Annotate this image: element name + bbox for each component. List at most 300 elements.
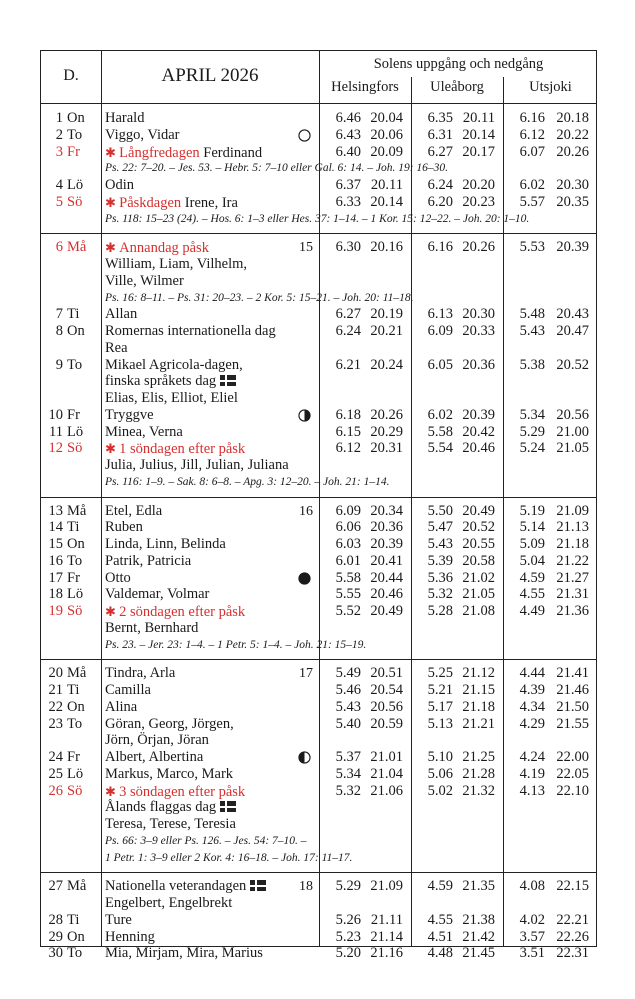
week-number: 18 <box>299 879 313 895</box>
sunrise-helsingfors: 6.30 <box>335 239 361 256</box>
holiday-name: Påskdagen <box>119 194 182 211</box>
scripture-reading <box>41 160 598 177</box>
day-number: 15 <box>48 536 63 552</box>
names: finska språkets dag <box>105 373 217 390</box>
sunset-uleaborg: 20.52 <box>462 519 495 536</box>
sunset-utsjoki: 21.50 <box>556 698 589 715</box>
sunset-helsingfors: 20.44 <box>370 569 403 586</box>
sunrise-uleaborg: 5.28 <box>427 603 453 619</box>
day-number: 6 <box>55 239 63 256</box>
sunset-helsingfors: 20.39 <box>370 536 403 552</box>
sunset-uleaborg: 21.12 <box>462 665 495 682</box>
sunset-utsjoki: 20.35 <box>556 193 589 210</box>
sunrise-utsjoki: 5.34 <box>519 406 545 423</box>
sunset-uleaborg: 21.42 <box>462 928 495 945</box>
sunrise-uleaborg: 6.24 <box>427 177 453 193</box>
sunrise-utsjoki: 5.43 <box>519 323 545 339</box>
weekday: Lö <box>67 423 84 440</box>
sunset-helsingfors: 20.34 <box>370 502 403 519</box>
names: Harald <box>105 110 145 126</box>
sunset-utsjoki: 20.47 <box>556 323 589 339</box>
sunset-helsingfors: 20.04 <box>370 110 403 126</box>
sunset-utsjoki: 20.43 <box>556 306 589 323</box>
day-column-header: D. <box>63 67 79 84</box>
names: Albert, Albertina <box>105 749 204 765</box>
sunset-uleaborg: 20.30 <box>462 306 495 323</box>
sunrise-helsingfors: 6.46 <box>335 110 361 126</box>
sunrise-uleaborg: 5.43 <box>427 536 453 552</box>
weekday: Må <box>67 239 87 256</box>
day-row-continuation <box>41 457 598 474</box>
continuation-text <box>105 816 236 833</box>
name-day-text <box>105 665 175 682</box>
place-helsingfors: Helsingfors <box>331 79 399 95</box>
sunset-helsingfors: 20.46 <box>370 586 403 603</box>
scripture-text: Ps. 66: 3–9 eller Ps. 126. – Jes. 54: 7–10. – <box>105 834 307 847</box>
day-number: 30 <box>48 945 63 962</box>
sunrise-helsingfors: 5.23 <box>335 928 361 945</box>
sunrise-helsingfors: 5.29 <box>335 878 361 895</box>
sunrise-utsjoki: 5.29 <box>519 423 545 440</box>
name-day-text <box>105 144 262 162</box>
day-row-continuation <box>41 620 598 637</box>
names: Engelbert, Engelbrekt <box>105 895 233 911</box>
sunrise-uleaborg: 6.02 <box>427 406 453 423</box>
name-day-text <box>105 749 203 766</box>
flag-icon <box>220 801 236 812</box>
names: Ville, Wilmer <box>105 272 184 289</box>
weekday: To <box>67 552 83 569</box>
sunrise-utsjoki: 4.13 <box>519 782 545 799</box>
name-day-text <box>105 127 180 144</box>
sunrise-uleaborg: 5.50 <box>427 502 453 519</box>
names: William, Liam, Vilhelm, <box>105 256 248 272</box>
week-divider <box>41 233 596 234</box>
names: Mikael Agricola-dagen, <box>105 356 243 373</box>
day-number: 26 <box>48 782 63 799</box>
sunset-helsingfors: 20.56 <box>370 698 403 715</box>
weekday: Ti <box>67 519 80 536</box>
day-row <box>41 239 598 256</box>
sunrise-utsjoki: 4.49 <box>519 603 545 619</box>
sunrise-utsjoki: 6.02 <box>519 177 545 193</box>
sunrise-utsjoki: 4.59 <box>519 569 545 586</box>
names: Markus, Marco, Mark <box>105 765 234 782</box>
scripture-text: Ps. 116: 1–9. – Sak. 8: 6–8. – Apg. 3: 12–20. – Joh. 21: 1–14. <box>105 475 390 488</box>
sunset-helsingfors: 20.06 <box>370 126 403 143</box>
sunrise-helsingfors: 6.33 <box>335 193 361 210</box>
names: Jörn, Örjan, Jöran <box>105 732 209 749</box>
sunrise-uleaborg: 5.32 <box>427 586 453 603</box>
weekday: Fr <box>67 749 80 765</box>
continuation-text <box>105 732 209 749</box>
sunrise-helsingfors: 5.55 <box>335 586 361 603</box>
day-number: 10 <box>48 406 63 423</box>
scripture-reading <box>41 833 598 850</box>
sunrise-helsingfors: 6.24 <box>335 323 361 339</box>
holiday-star-icon: ✱ <box>105 240 120 256</box>
day-number: 17 <box>48 569 63 586</box>
week-number: 17 <box>299 666 313 682</box>
sunrise-helsingfors: 5.37 <box>335 749 361 765</box>
sunset-uleaborg: 20.11 <box>462 110 495 126</box>
sunset-uleaborg: 20.39 <box>462 406 495 423</box>
day-row <box>41 603 598 620</box>
weekday: To <box>67 126 83 143</box>
names: Irene, Ira <box>184 194 238 211</box>
sunset-uleaborg: 21.15 <box>462 682 495 698</box>
names: Romernas internationella dag <box>105 323 276 339</box>
sunrise-uleaborg: 6.09 <box>427 323 453 339</box>
names: Allan <box>105 306 138 323</box>
sunset-helsingfors: 20.59 <box>370 715 403 732</box>
sunrise-uleaborg: 6.27 <box>427 143 453 160</box>
names: Mia, Mirjam, Mira, Marius <box>105 945 263 962</box>
day-number: 9 <box>55 356 63 373</box>
sunrise-uleaborg: 5.25 <box>427 665 453 682</box>
names: Nationella veterandagen <box>105 878 247 895</box>
sunset-utsjoki: 21.05 <box>556 440 589 457</box>
sunrise-utsjoki: 5.57 <box>519 193 545 210</box>
sunset-utsjoki: 22.21 <box>556 911 589 928</box>
weekday: Fr <box>67 406 80 423</box>
day-row <box>41 570 598 587</box>
holiday-name: 3 söndagen efter påsk <box>119 783 246 800</box>
sunset-uleaborg: 20.17 <box>462 143 495 160</box>
sunset-helsingfors: 20.31 <box>370 440 403 457</box>
sunset-utsjoki: 20.30 <box>556 177 589 193</box>
day-row <box>41 407 598 424</box>
sunrise-helsingfors: 5.20 <box>335 945 361 962</box>
sunrise-utsjoki: 4.55 <box>519 586 545 603</box>
sunset-uleaborg: 20.58 <box>462 552 495 569</box>
sunset-utsjoki: 20.22 <box>556 126 589 143</box>
holiday-star-icon: ✱ <box>105 783 120 799</box>
name-day-text <box>105 110 144 127</box>
holiday-star-icon: ✱ <box>105 194 120 210</box>
name-day-text <box>105 177 134 194</box>
names: Teresa, Terese, Teresia <box>105 816 236 832</box>
sunset-uleaborg: 21.18 <box>462 698 495 715</box>
flag-icon <box>220 375 236 386</box>
day-row-continuation <box>41 373 598 390</box>
day-number: 24 <box>48 749 63 765</box>
day-row <box>41 424 598 441</box>
holiday-name: 1 söndagen efter påsk <box>119 441 246 458</box>
weekday: Sö <box>67 603 83 619</box>
name-day-text <box>105 357 243 374</box>
sunset-utsjoki: 21.36 <box>556 603 589 619</box>
sunrise-uleaborg: 5.54 <box>427 440 453 457</box>
flag-icon <box>250 880 266 891</box>
name-day-text <box>105 440 245 458</box>
sunrise-uleaborg: 6.16 <box>427 239 453 256</box>
name-day-text <box>105 699 137 716</box>
sunrise-helsingfors: 6.01 <box>335 552 361 569</box>
scripture-reading <box>41 637 598 654</box>
header-rule <box>41 103 596 104</box>
sunset-utsjoki: 21.18 <box>556 536 589 552</box>
sunrise-utsjoki: 4.29 <box>519 715 545 732</box>
week-number: 15 <box>299 240 313 256</box>
sunset-uleaborg: 20.36 <box>462 356 495 373</box>
day-row <box>41 144 598 161</box>
day-number: 3 <box>55 143 63 160</box>
sunset-uleaborg: 20.23 <box>462 193 495 210</box>
names: Linda, Linn, Belinda <box>105 536 226 552</box>
scripture-text: Ps. 23. – Jer. 23: 1–4. – 1 Petr. 5: 1–4. – Joh. 21: 15–19. <box>105 638 367 651</box>
day-row <box>41 783 598 800</box>
weekday: Ti <box>67 306 80 323</box>
sunrise-uleaborg: 5.13 <box>427 715 453 732</box>
sunrise-utsjoki: 5.38 <box>519 356 545 373</box>
week-divider <box>41 497 596 498</box>
place-utsjoki: Utsjoki <box>529 79 572 95</box>
sunrise-helsingfors: 5.26 <box>335 911 361 928</box>
scripture-reading <box>41 850 598 867</box>
name-day-text <box>105 519 143 536</box>
sunrise-helsingfors: 5.32 <box>335 782 361 799</box>
weekday: Må <box>67 502 87 519</box>
sunset-utsjoki: 21.46 <box>556 682 589 698</box>
day-number: 14 <box>48 519 63 536</box>
sunrise-helsingfors: 6.03 <box>335 536 361 552</box>
continuation-text <box>105 390 238 407</box>
names: Ferdinand <box>203 144 263 161</box>
weekday: Sö <box>67 782 83 799</box>
sunrise-utsjoki: 3.57 <box>519 928 545 945</box>
sunset-utsjoki: 21.13 <box>556 519 589 536</box>
names: Camilla <box>105 682 151 698</box>
sunrise-helsingfors: 6.06 <box>335 519 361 536</box>
sunrise-utsjoki: 4.34 <box>519 698 545 715</box>
sunset-utsjoki: 21.41 <box>556 665 589 682</box>
sunrise-utsjoki: 4.44 <box>519 665 545 682</box>
day-number: 4 <box>55 177 63 193</box>
sunset-helsingfors: 20.29 <box>370 423 403 440</box>
sunset-helsingfors: 20.51 <box>370 665 403 682</box>
weekday: Ti <box>67 911 80 928</box>
sunset-helsingfors: 20.24 <box>370 356 403 373</box>
weekday: Sö <box>67 440 83 457</box>
sunset-helsingfors: 20.16 <box>370 239 403 256</box>
sunset-uleaborg: 20.26 <box>462 239 495 256</box>
holiday-star-icon: ✱ <box>105 144 120 160</box>
continuation-text <box>105 620 198 637</box>
sunrise-uleaborg: 5.02 <box>427 782 453 799</box>
sunset-helsingfors: 20.54 <box>370 682 403 698</box>
day-row <box>41 699 598 716</box>
day-number: 21 <box>48 682 63 698</box>
sunrise-uleaborg: 5.39 <box>427 552 453 569</box>
sunrise-helsingfors: 5.52 <box>335 603 361 619</box>
weekday: Ti <box>67 682 80 698</box>
sunrise-utsjoki: 6.12 <box>519 126 545 143</box>
sunset-uleaborg: 20.46 <box>462 440 495 457</box>
sunset-uleaborg: 21.21 <box>462 715 495 732</box>
day-row <box>41 682 598 699</box>
weekday: To <box>67 356 83 373</box>
day-row <box>41 665 598 682</box>
sunset-uleaborg: 21.08 <box>462 603 495 619</box>
sunrise-uleaborg: 4.55 <box>427 911 453 928</box>
day-row <box>41 323 598 340</box>
sunset-helsingfors: 20.19 <box>370 306 403 323</box>
holiday-name: Långfredagen <box>119 144 200 161</box>
day-number: 25 <box>48 765 63 782</box>
scripture-text: 1 Petr. 1: 3–9 eller 2 Kor. 4: 16–18. – Joh. 17: 11–17. <box>105 851 353 864</box>
day-number: 13 <box>48 502 63 519</box>
day-row <box>41 929 598 946</box>
weekday: Må <box>67 665 87 682</box>
month-title: APRIL 2026 <box>161 65 259 86</box>
sunrise-utsjoki: 6.16 <box>519 110 545 126</box>
day-number: 16 <box>48 552 63 569</box>
weekday: Fr <box>67 143 80 160</box>
day-row <box>41 536 598 553</box>
name-day-text <box>105 424 183 441</box>
sunrise-utsjoki: 5.19 <box>519 502 545 519</box>
name-day-text <box>105 766 233 783</box>
day-number: 20 <box>48 665 63 682</box>
names: Ruben <box>105 519 143 536</box>
weekday: On <box>67 928 85 945</box>
sunrise-helsingfors: 6.18 <box>335 406 361 423</box>
name-day-text <box>105 194 238 212</box>
sunrise-utsjoki: 4.19 <box>519 765 545 782</box>
name-day-text <box>105 878 266 895</box>
sunset-utsjoki: 21.31 <box>556 586 589 603</box>
sunrise-utsjoki: 4.39 <box>519 682 545 698</box>
scripture-reading <box>41 211 598 228</box>
sun-times-title: Solens uppgång och nedgång <box>373 56 544 72</box>
day-number: 8 <box>55 323 63 339</box>
sunrise-helsingfors: 5.46 <box>335 682 361 698</box>
day-row-continuation <box>41 273 598 290</box>
sunrise-uleaborg: 5.21 <box>427 682 453 698</box>
scripture-text: Ps. 118: 15–23 (24). – Hos. 6: 1–3 eller Hes. 37: 1–14. – 1 Kor. 15: 12–22. – Joh. 20: 1–10. <box>105 212 530 225</box>
day-row-continuation <box>41 895 598 912</box>
day-row <box>41 553 598 570</box>
sunrise-utsjoki: 5.04 <box>519 552 545 569</box>
day-row-continuation <box>41 816 598 833</box>
scripture-reading <box>41 474 598 491</box>
day-row <box>41 194 598 211</box>
day-row <box>41 127 598 144</box>
sunset-helsingfors: 21.04 <box>370 765 403 782</box>
names: Elias, Elis, Elliot, Eliel <box>105 390 238 406</box>
weekday: Sö <box>67 193 83 210</box>
holiday-name: 2 söndagen efter påsk <box>119 604 246 620</box>
name-day-text <box>105 239 209 257</box>
continuation-text <box>105 799 236 816</box>
sunrise-helsingfors: 6.21 <box>335 356 361 373</box>
weekday: Fr <box>67 569 80 586</box>
day-row <box>41 177 598 194</box>
weekday: To <box>67 715 83 732</box>
sunset-uleaborg: 21.45 <box>462 945 495 962</box>
day-number: 1 <box>55 110 63 126</box>
names: Henning <box>105 928 155 945</box>
sunrise-uleaborg: 5.17 <box>427 698 453 715</box>
sunrise-helsingfors: 5.49 <box>335 665 361 682</box>
sunset-utsjoki: 21.27 <box>556 569 589 586</box>
names: Patrik, Patricia <box>105 552 192 569</box>
sunset-uleaborg: 20.42 <box>462 423 495 440</box>
sunrise-uleaborg: 4.51 <box>427 928 453 945</box>
day-row <box>41 912 598 929</box>
day-row-continuation <box>41 799 598 816</box>
sunrise-helsingfors: 5.34 <box>335 765 361 782</box>
week-divider <box>41 872 596 873</box>
holiday-name: Annandag påsk <box>119 240 209 257</box>
sunrise-uleaborg: 6.13 <box>427 306 453 323</box>
holiday-star-icon: ✱ <box>105 441 120 457</box>
continuation-text <box>105 256 247 273</box>
name-day-text <box>105 912 132 929</box>
day-row <box>41 878 598 895</box>
continuation-text <box>105 373 236 390</box>
names: Otto <box>105 569 131 586</box>
weekday: Må <box>67 878 87 895</box>
names: Tindra, Arla <box>105 665 176 682</box>
day-number: 28 <box>48 911 63 928</box>
sunrise-helsingfors: 6.12 <box>335 440 361 457</box>
sunrise-uleaborg: 6.20 <box>427 193 453 210</box>
sunset-helsingfors: 20.21 <box>370 323 403 339</box>
sunrise-uleaborg: 4.48 <box>427 945 453 962</box>
name-day-text <box>105 945 263 962</box>
names: Tryggve <box>105 406 154 423</box>
full-moon-icon <box>298 129 311 142</box>
name-day-text <box>105 306 137 323</box>
names: Alina <box>105 698 138 715</box>
sunset-utsjoki: 21.22 <box>556 552 589 569</box>
sunrise-utsjoki: 5.14 <box>519 519 545 536</box>
name-day-text <box>105 783 245 801</box>
name-day-text <box>105 553 191 570</box>
sunrise-uleaborg: 6.35 <box>427 110 453 126</box>
name-day-text <box>105 716 234 733</box>
names: Julia, Julius, Jill, Julian, Juliana <box>105 457 289 473</box>
sunrise-utsjoki: 6.07 <box>519 143 545 160</box>
sunset-helsingfors: 21.09 <box>370 878 403 895</box>
sunrise-helsingfors: 5.40 <box>335 715 361 732</box>
sunset-uleaborg: 20.14 <box>462 126 495 143</box>
sunset-helsingfors: 20.41 <box>370 552 403 569</box>
sunset-uleaborg: 21.35 <box>462 878 495 895</box>
weekday: On <box>67 323 85 339</box>
sunset-uleaborg: 20.20 <box>462 177 495 193</box>
sunset-uleaborg: 21.25 <box>462 749 495 765</box>
day-number: 7 <box>55 306 63 323</box>
sunset-helsingfors: 20.36 <box>370 519 403 536</box>
day-row-continuation <box>41 256 598 273</box>
sunset-uleaborg: 21.28 <box>462 765 495 782</box>
sunset-utsjoki: 20.52 <box>556 356 589 373</box>
day-row <box>41 716 598 733</box>
name-day-text <box>105 570 131 587</box>
sunset-utsjoki: 22.10 <box>556 782 589 799</box>
continuation-text <box>105 895 232 912</box>
sunrise-utsjoki: 4.24 <box>519 749 545 765</box>
names: Minea, Verna <box>105 423 183 440</box>
sunrise-helsingfors: 6.37 <box>335 177 361 193</box>
name-day-text <box>105 503 162 520</box>
sunset-utsjoki: 21.09 <box>556 502 589 519</box>
almanac-page <box>40 50 597 962</box>
day-row <box>41 110 598 127</box>
